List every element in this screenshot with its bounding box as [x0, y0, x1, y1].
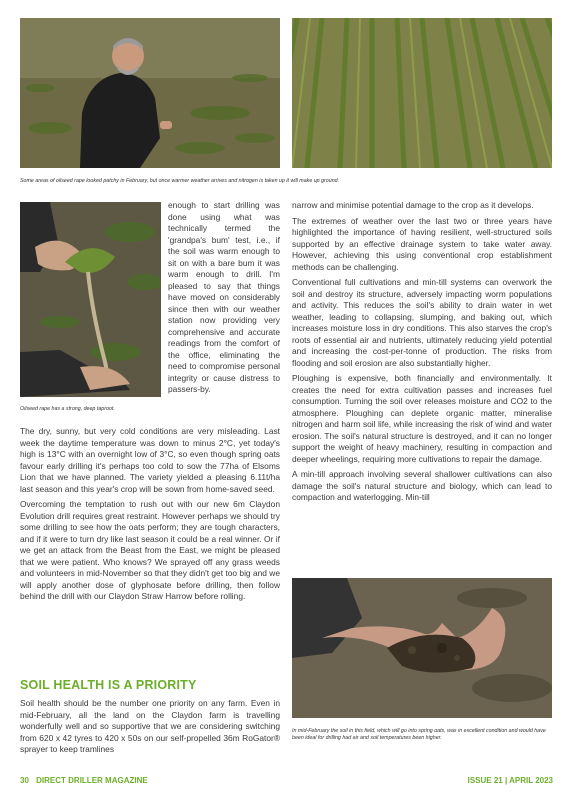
- left-column: [20, 426, 280, 607]
- section-heading: SOIL HEALTH IS A PRIORITY: [20, 678, 197, 692]
- photo-farmer-in-field: [20, 18, 280, 168]
- paragraph: Overcoming the temptation to rush out with our new 6m Claydon Evolution drill requires great restraint. However perhaps we should try some drilling to see how the oats perform; they are tough characters, and if it were to turn dry like last season it could be a real winner. Or if we get an attack from the Beast from the East, we might be pleased that we were patient. Who knows? We sprayed off any grass weeds and volunteers in mid-November so that they didn't get too big and we will apply another dose of glyphosate before drilling, then follow behind the drill with our Claydon Straw Harrow before rolling.: [20, 499, 280, 601]
- footer-left: [20, 776, 148, 785]
- intro-paragraph: enough to start drilling was done using what was technically termed the 'grandpa's bum' test, i.e., if the soil was warm enough to sit on with a bare bum it was warm enough to drill. I'm pleased to say that things have moved on considerably since then with our weather station now providing very comprehensive and accurate readings from the comfort of the office, eliminating the need to compromise personal integrity or cause distress to passers-by.: [168, 200, 280, 394]
- paragraph: The dry, sunny, but very cold conditions are very misleading. Last week the daytime temperature was down to minus 2°C, yet today's high is 13°C with an overnight low of 3°C, so even though spring oats favour early drilling it's perhaps too cold to sow the 77ha of Elsoms Lion that we have planned. The variety yielded a pleasing 6.11t/ha last season and this year's crop will be sown from home-saved seed.: [20, 426, 280, 494]
- issue-label: ISSUE 21 | APRIL 2023: [467, 776, 553, 785]
- paragraph: Conventional full cultivations and min-till systems can overwork the soil and destroy its structure, adversely impacting worm populations and activity. This reduces the soil's ability to drain water in wet weather, leading to collapsing, slumping, and baking out, which increases moisture loss in dry conditions. This also starves the crop's roots of essential air and nutrients, ultimately reducing yield potential and increasing the cost-per-tonne of production. The risks from flooding and soil erosion are also substantially higher.: [292, 277, 552, 368]
- photo-taproot: [20, 202, 161, 397]
- photo-oilseed-rape-field: [292, 18, 552, 168]
- magazine-name: DIRECT DRILLER MAGAZINE: [36, 776, 148, 785]
- caption-top-photo: Some areas of oilseed rape looked patchy in February, but once warmer weather arrives and nitrogen is taken up it will make up ground.: [20, 178, 340, 184]
- right-column: [292, 200, 552, 508]
- paragraph: narrow and minimise potential damage to the crop as it develops.: [292, 200, 534, 210]
- caption-taproot: Oilseed rape has a strong, deep taproot.: [20, 406, 115, 412]
- paragraph: Ploughing is expensive, both financially and environmentally. It creates the need for extra cultivation passes and increases fuel consumption. Turning the soil over releases moisture and CO2 to the atmosphere. Ploughing can deplete organic matter, mineralise nitrogen and harm soil life, while increasing the risk of wind and water erosion. The soil's natural structure is destroyed, and it can no longer support the weight of heavy machinery, resulting in compaction and deeper wheelings, requiring more cultivations to repair the damage.: [292, 373, 552, 464]
- page-number: 30: [20, 776, 29, 785]
- paragraph: A min-till approach involving several shallower cultivations can also damage the soil's natural structure and biology, which can lead to compaction and waterlogging. Min-till: [292, 469, 552, 502]
- section-paragraph: Soil health should be the number one priority on any farm. Even in mid-February, all the land on the Claydon farm is travelling wonderfully well and so supportive that we are considering switching from 620 x 42 tyres to 420 x 50s on our self-propelled 36m RoGator® sprayer to keep tramlines: [20, 698, 280, 754]
- caption-soil: In mid-February the soil in this field, which will go into spring oats, was in excellent condition and would have been ideal for drilling had air and soil temperatures been higher.: [292, 728, 546, 741]
- paragraph: The extremes of weather over the last two or three years have highlighted the importance of having resilient, well-structured soils supported by an effective drainage system to take water away. However, achieving this using conventional crop establishment methods can be challenging.: [292, 215, 552, 272]
- photo-hands-holding-soil: [292, 578, 552, 718]
